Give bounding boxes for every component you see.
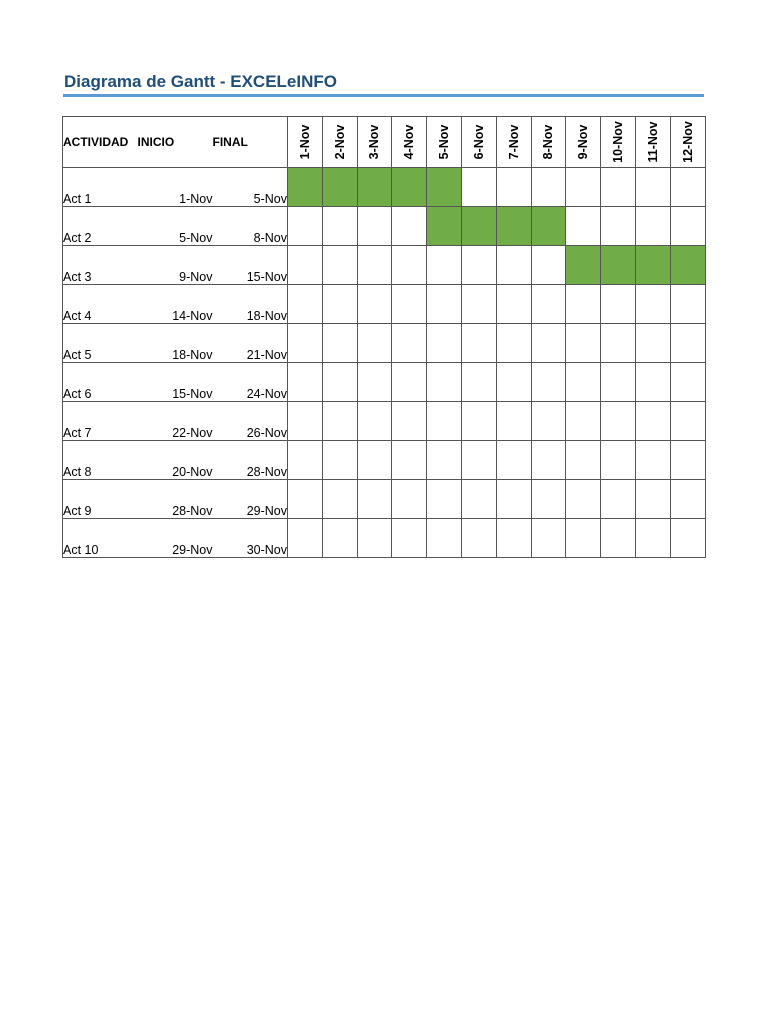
gantt-empty-cell[interactable] [531,324,566,363]
header-day-label: 10-Nov [611,121,626,163]
gantt-empty-cell[interactable] [635,519,670,558]
gantt-empty-cell[interactable] [531,246,566,285]
table-row [63,285,706,324]
gantt-empty-cell[interactable] [322,324,357,363]
gantt-empty-cell[interactable] [635,168,670,207]
gantt-empty-cell[interactable] [601,363,636,402]
gantt-empty-cell[interactable] [461,519,496,558]
gantt-empty-cell[interactable] [461,480,496,519]
header-day [496,117,531,168]
header-day [357,117,392,168]
gantt-empty-cell[interactable] [357,207,392,246]
gantt-empty-cell[interactable] [566,285,601,324]
gantt-empty-cell[interactable] [288,246,323,285]
gantt-empty-cell[interactable] [357,324,392,363]
start-cell[interactable]: 15-Nov [138,363,213,402]
gantt-empty-cell[interactable] [357,441,392,480]
activity-cell[interactable]: Act 5 [63,324,138,363]
gantt-empty-cell[interactable] [288,285,323,324]
gantt-empty-cell[interactable] [601,480,636,519]
gantt-empty-cell[interactable] [357,363,392,402]
gantt-bar-cell[interactable] [670,246,705,285]
gantt-empty-cell[interactable] [601,519,636,558]
end-cell[interactable]: 29-Nov [213,480,288,519]
gantt-empty-cell[interactable] [357,246,392,285]
gantt-empty-cell[interactable] [392,441,427,480]
start-cell[interactable]: 22-Nov [138,402,213,441]
gantt-empty-cell[interactable] [392,324,427,363]
gantt-empty-cell[interactable] [670,402,705,441]
gantt-empty-cell[interactable] [670,207,705,246]
gantt-empty-cell[interactable] [461,324,496,363]
gantt-bar-cell[interactable] [288,168,323,207]
gantt-empty-cell[interactable] [601,402,636,441]
gantt-empty-cell[interactable] [427,519,462,558]
gantt-empty-cell[interactable] [357,402,392,441]
gantt-empty-cell[interactable] [531,402,566,441]
activity-cell[interactable]: Act 4 [63,285,138,324]
gantt-bar-cell[interactable] [392,168,427,207]
gantt-bar-cell[interactable] [635,246,670,285]
gantt-empty-cell[interactable] [357,285,392,324]
start-cell[interactable]: 28-Nov [138,480,213,519]
gantt-empty-cell[interactable] [357,519,392,558]
gantt-table [62,116,706,558]
end-cell[interactable]: 18-Nov [213,285,288,324]
gantt-empty-cell[interactable] [670,519,705,558]
header-day-label: 8-Nov [541,124,556,160]
table-row [63,441,706,480]
gantt-empty-cell[interactable] [427,480,462,519]
start-cell[interactable]: 1-Nov [138,168,213,207]
activity-cell[interactable]: Act 9 [63,480,138,519]
gantt-empty-cell[interactable] [288,402,323,441]
header-day-label: 2-Nov [332,124,347,160]
gantt-empty-cell[interactable] [427,402,462,441]
header-day-label: 6-Nov [471,124,486,160]
gantt-empty-cell[interactable] [635,402,670,441]
header-day [427,117,462,168]
gantt-empty-cell[interactable] [566,402,601,441]
header-start: INICIO [138,117,213,168]
gantt-empty-cell[interactable] [322,402,357,441]
start-cell[interactable]: 20-Nov [138,441,213,480]
table-row [63,168,706,207]
gantt-empty-cell[interactable] [322,441,357,480]
activity-cell[interactable]: Act 8 [63,441,138,480]
end-cell[interactable]: 26-Nov [213,402,288,441]
gantt-empty-cell[interactable] [392,480,427,519]
end-cell[interactable]: 21-Nov [213,324,288,363]
gantt-empty-cell[interactable] [601,168,636,207]
end-cell[interactable]: 15-Nov [213,246,288,285]
header-day [601,117,636,168]
gantt-empty-cell[interactable] [635,441,670,480]
header-activity: ACTIVIDAD [63,117,138,168]
gantt-bar-cell[interactable] [461,207,496,246]
gantt-empty-cell[interactable] [531,285,566,324]
activity-cell[interactable]: Act 7 [63,402,138,441]
table-row [63,402,706,441]
end-cell[interactable]: 8-Nov [213,207,288,246]
activity-cell[interactable]: Act 3 [63,246,138,285]
gantt-empty-cell[interactable] [670,168,705,207]
gantt-empty-cell[interactable] [566,480,601,519]
gantt-empty-cell[interactable] [566,519,601,558]
header-end: FINAL [213,117,288,168]
gantt-empty-cell[interactable] [635,324,670,363]
header-day-label: 12-Nov [680,121,695,163]
gantt-empty-cell[interactable] [566,441,601,480]
gantt-empty-cell[interactable] [392,285,427,324]
end-cell[interactable]: 24-Nov [213,363,288,402]
gantt-empty-cell[interactable] [322,285,357,324]
gantt-empty-cell[interactable] [566,363,601,402]
header-day-label: 4-Nov [402,124,417,160]
document-title: Diagrama de Gantt - EXCELeINFO [64,72,337,91]
gantt-empty-cell[interactable] [531,441,566,480]
gantt-empty-cell[interactable] [461,246,496,285]
gantt-empty-cell[interactable] [461,363,496,402]
table-row [63,519,706,558]
activity-cell[interactable]: Act 1 [63,168,138,207]
gantt-empty-cell[interactable] [357,480,392,519]
header-day [531,117,566,168]
gantt-empty-cell[interactable] [635,363,670,402]
table-row [63,207,706,246]
gantt-empty-cell[interactable] [288,480,323,519]
gantt-empty-cell[interactable] [496,324,531,363]
gantt-bar-cell[interactable] [601,246,636,285]
gantt-bar-cell[interactable] [566,246,601,285]
header-day-label: 9-Nov [576,124,591,160]
table-row [63,363,706,402]
gantt-empty-cell[interactable] [635,207,670,246]
gantt-empty-cell[interactable] [635,480,670,519]
start-cell[interactable]: 14-Nov [138,285,213,324]
header-day [670,117,705,168]
gantt-empty-cell[interactable] [496,480,531,519]
gantt-empty-cell[interactable] [392,363,427,402]
gantt-bar-cell[interactable] [357,168,392,207]
gantt-empty-cell[interactable] [461,441,496,480]
gantt-empty-cell[interactable] [496,363,531,402]
header-row [63,117,706,168]
gantt-empty-cell[interactable] [496,402,531,441]
header-day [288,117,323,168]
gantt-empty-cell[interactable] [322,363,357,402]
gantt-empty-cell[interactable] [635,285,670,324]
header-day [322,117,357,168]
gantt-empty-cell[interactable] [531,168,566,207]
end-cell[interactable]: 5-Nov [213,168,288,207]
table-row [63,246,706,285]
table-row [63,480,706,519]
gantt-empty-cell[interactable] [670,324,705,363]
header-day [566,117,601,168]
gantt-empty-cell[interactable] [288,324,323,363]
gantt-empty-cell[interactable] [288,441,323,480]
gantt-empty-cell[interactable] [461,285,496,324]
gantt-empty-cell[interactable] [566,324,601,363]
gantt-empty-cell[interactable] [427,246,462,285]
header-day-label: 11-Nov [645,121,660,163]
gantt-empty-cell[interactable] [322,246,357,285]
gantt-empty-cell[interactable] [531,519,566,558]
header-day [461,117,496,168]
header-day-label: 7-Nov [506,124,521,160]
gantt-empty-cell[interactable] [496,519,531,558]
gantt-empty-cell[interactable] [670,285,705,324]
gantt-empty-cell[interactable] [461,168,496,207]
gantt-empty-cell[interactable] [566,207,601,246]
gantt-bar-cell[interactable] [531,207,566,246]
start-cell[interactable]: 9-Nov [138,246,213,285]
gantt-bar-cell[interactable] [322,168,357,207]
gantt-empty-cell[interactable] [601,441,636,480]
end-cell[interactable]: 28-Nov [213,441,288,480]
table-row [63,324,706,363]
gantt-empty-cell[interactable] [427,324,462,363]
gantt-empty-cell[interactable] [531,480,566,519]
gantt-empty-cell[interactable] [392,207,427,246]
start-cell[interactable]: 5-Nov [138,207,213,246]
header-day [392,117,427,168]
activity-cell[interactable]: Act 10 [63,519,138,558]
gantt-empty-cell[interactable] [601,207,636,246]
start-cell[interactable]: 18-Nov [138,324,213,363]
gantt-empty-cell[interactable] [670,441,705,480]
gantt-empty-cell[interactable] [392,246,427,285]
gantt-empty-cell[interactable] [392,402,427,441]
gantt-empty-cell[interactable] [288,519,323,558]
gantt-empty-cell[interactable] [496,441,531,480]
header-day-label: 1-Nov [297,124,312,160]
activity-cell[interactable]: Act 2 [63,207,138,246]
gantt-empty-cell[interactable] [392,519,427,558]
header-day [635,117,670,168]
gantt-empty-cell[interactable] [566,168,601,207]
gantt-empty-cell[interactable] [601,285,636,324]
gantt-empty-cell[interactable] [496,285,531,324]
gantt-empty-cell[interactable] [670,363,705,402]
gantt-empty-cell[interactable] [322,207,357,246]
end-cell[interactable]: 30-Nov [213,519,288,558]
gantt-bar-cell[interactable] [496,207,531,246]
gantt-empty-cell[interactable] [601,324,636,363]
gantt-empty-cell[interactable] [427,285,462,324]
gantt-empty-cell[interactable] [288,363,323,402]
gantt-bar-cell[interactable] [427,207,462,246]
start-cell[interactable]: 29-Nov [138,519,213,558]
gantt-empty-cell[interactable] [670,480,705,519]
gantt-empty-cell[interactable] [427,363,462,402]
gantt-empty-cell[interactable] [531,363,566,402]
gantt-empty-cell[interactable] [496,246,531,285]
header-day-label: 5-Nov [437,124,452,160]
gantt-empty-cell[interactable] [427,441,462,480]
gantt-bar-cell[interactable] [427,168,462,207]
gantt-empty-cell[interactable] [288,207,323,246]
header-day-label: 3-Nov [367,124,382,160]
activity-cell[interactable]: Act 6 [63,363,138,402]
gantt-empty-cell[interactable] [322,480,357,519]
gantt-empty-cell[interactable] [496,168,531,207]
gantt-empty-cell[interactable] [461,402,496,441]
gantt-empty-cell[interactable] [322,519,357,558]
title-underline [63,94,704,97]
